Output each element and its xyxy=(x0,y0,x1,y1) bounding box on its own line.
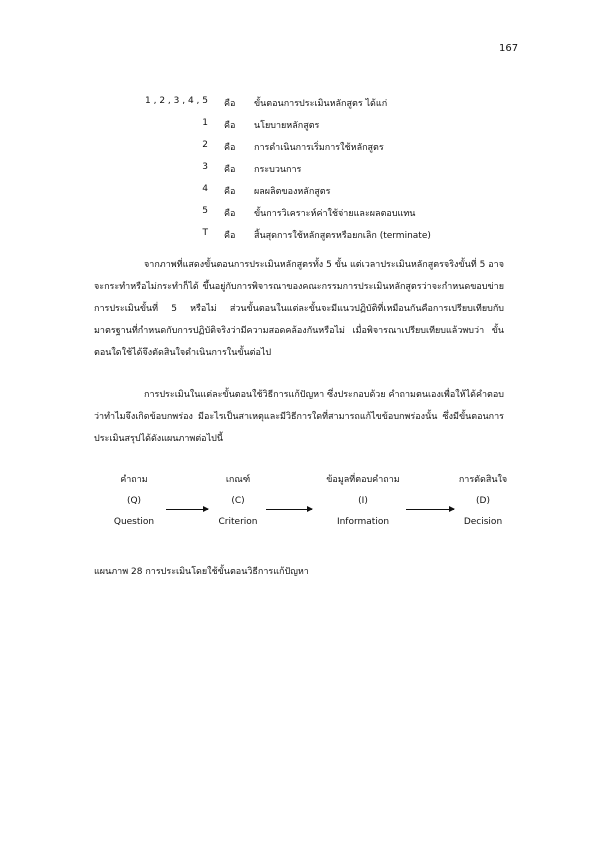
figure-caption: แผนภาพ 28 การประเมินโดยใช้ขั้นตอนวิธีการแก้ปัญหา xyxy=(94,567,309,577)
definition-keyword: คือ xyxy=(224,143,236,153)
definition-number: 1 xyxy=(202,118,208,128)
definition-number: 1 , 2 , 3 , 4 , 5 xyxy=(145,96,208,106)
definition-text: กระบวนการ xyxy=(254,165,302,175)
diagram-node-question xyxy=(84,470,184,533)
diagram-node-information xyxy=(308,470,418,533)
definition-keyword: คือ xyxy=(224,231,236,241)
definition-text: ขั้นการวิเคราะห์ค่าใช้จ่ายและผลตอบแทน xyxy=(254,209,416,219)
definition-keyword: คือ xyxy=(224,187,236,197)
diagram-node-criterion xyxy=(188,470,288,533)
definition-keyword: คือ xyxy=(224,165,236,175)
node-thai-label: การตัดสินใจ xyxy=(458,475,508,485)
node-thai-label: คำถาม xyxy=(120,475,148,485)
definition-text: การดำเนินการเริ่มการใช้หลักสูตร xyxy=(254,143,384,153)
node-english-label: Information xyxy=(336,517,390,527)
problem-solving-diagram xyxy=(94,470,514,540)
definition-text: ผลผลิตของหลักสูตร xyxy=(254,187,331,197)
paragraph-problem-solving xyxy=(94,384,504,450)
definition-number: 3 xyxy=(202,162,208,172)
node-abbreviation: (Q) xyxy=(126,496,142,506)
definition-number: 2 xyxy=(202,140,208,150)
node-english-label: Criterion xyxy=(218,517,258,527)
arrow-right-icon xyxy=(266,509,312,510)
definition-number: 5 xyxy=(202,206,208,216)
definition-text: ขั้นตอนการประเมินหลักสูตร ได้แก่ xyxy=(254,99,388,109)
definition-keyword: คือ xyxy=(224,99,236,109)
definition-keyword: คือ xyxy=(224,209,236,219)
node-abbreviation: (I) xyxy=(358,496,368,506)
paragraph-text: การประเมินในแต่ละขั้นตอนใช้วิธีการแก้ปัญหา ซึ่งประกอบด้วย คำถามตนเองเพื่อให้ได้คำตอบว่าทำไมจึงเกิดข้อบกพร่อง มีอะไรเป็นสาเหตุและมีวิธีการใดที่สามารถแก้ไขข้อบกพร่องนั้น ซึ่งมีขั้นตอนการประเมินสรุปได้ดังแผนภาพต่อไปนี้ xyxy=(94,390,505,444)
page-number: 167 xyxy=(499,43,519,54)
node-abbreviation: (C) xyxy=(231,496,245,506)
node-thai-label: ข้อมูลที่ตอบคำถาม xyxy=(326,475,400,485)
definition-keyword: คือ xyxy=(224,121,236,131)
node-thai-label: เกณฑ์ xyxy=(225,475,251,485)
definition-text: นโยบายหลักสูตร xyxy=(254,121,320,131)
definition-number: 4 xyxy=(202,184,208,194)
diagram-node-decision xyxy=(438,470,528,533)
node-english-label: Question xyxy=(113,517,155,527)
definition-text: สิ้นสุดการใช้หลักสูตรหรือยกเลิก (terminate) xyxy=(254,231,431,241)
node-english-label: Decision xyxy=(463,517,503,527)
node-abbreviation: (D) xyxy=(476,496,490,506)
paragraph-evaluation-steps xyxy=(94,254,504,364)
paragraph-text: จากภาพที่แสดงขั้นตอนการประเมินหลักสูตรทั้ง 5 ขั้น แต่เวลาประเมินหลักสูตรจริงขั้นที่ 5 อาจจะกระทำหรือไม่กระทำก็ได้ ขึ้นอยู่กับการพิจารณาของคณะกรรมการประเมินหลักสูตรว่าจะกำหนดขอบข่ายการประเมินขั้นที่ 5 หรือไม่ ส่วนขั้นตอนในแต่ละขั้นจะมีแนวปฏิบัติที่เหมือนกันคือการเปรียบเทียบกับมาตรฐานที่กำหนดกับการปฏิบัติจริงว่ามีความสอดคล้องกันหรือไม่ เมื่อพิจารณาเปรียบเทียบแล้วพบว่า ขั้นตอนใดใช้ได้จึงตัดสินใจดำเนินการในขั้นต่อไป xyxy=(94,260,504,358)
definition-number: T xyxy=(202,228,208,238)
